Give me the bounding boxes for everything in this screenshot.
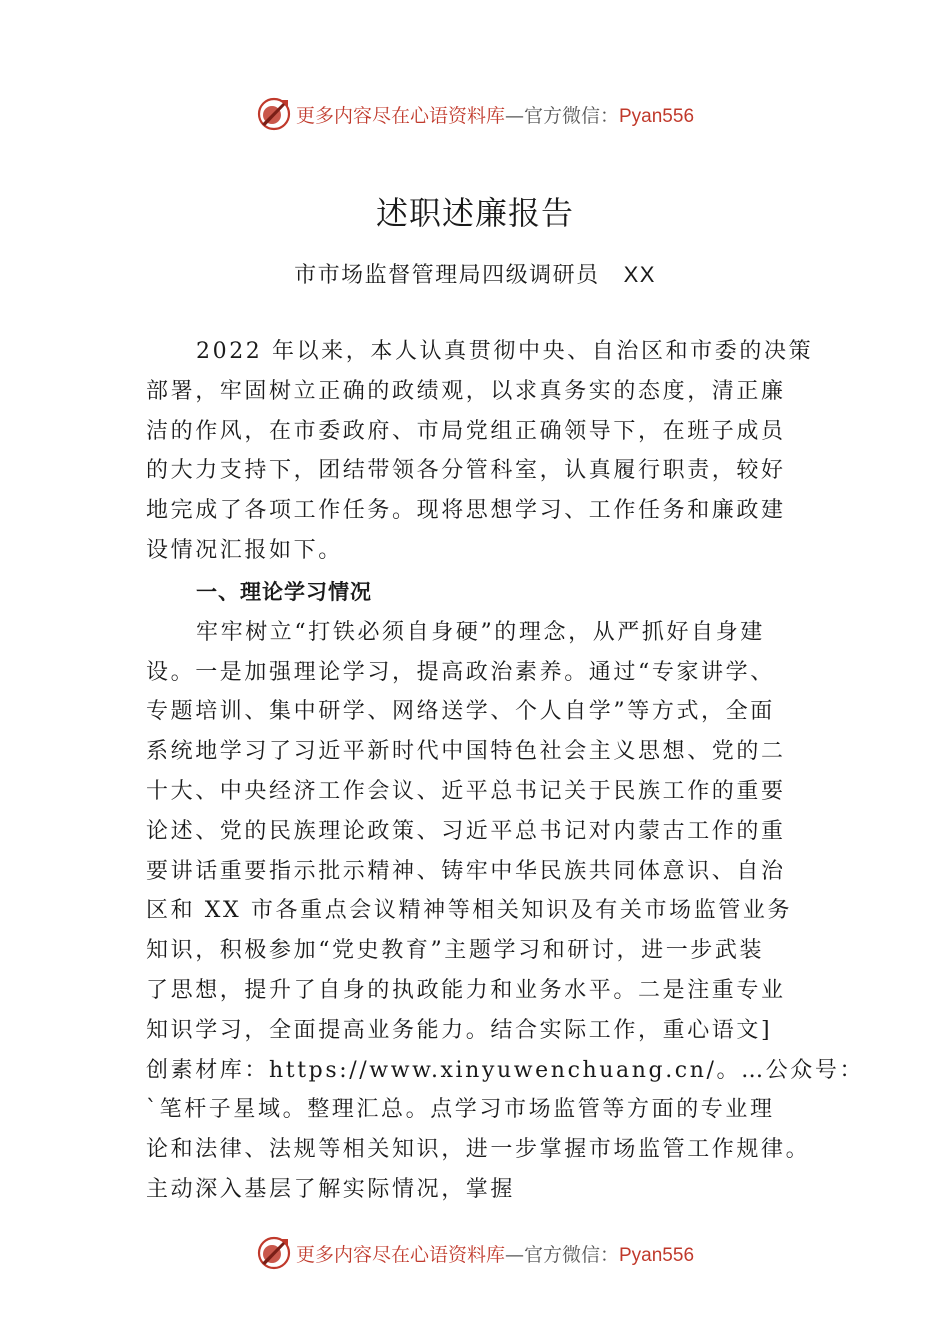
quill-logo-icon [256, 1235, 292, 1271]
section-heading-theory-study: 一、理论学习情况 [196, 579, 372, 604]
text-line: 知识，积极参加“党史教育”主题学习和研讨，进一步武装 [146, 938, 765, 964]
banner-main-text: 更多内容尽在心语资料库 [295, 1243, 505, 1266]
banner-dash: — [504, 1243, 524, 1266]
author-position: 市市场监督管理局四级调研员 [294, 263, 600, 288]
banner-text [296, 101, 694, 128]
banner-wechat-id: Pyan556 [619, 1244, 695, 1266]
text-line: 创素材库：https://www.xinyuwenchuang.cn/。…公众号： [146, 1057, 865, 1083]
text-line: 的大力支持下，团结带领各分管科室，认真履行职责，较好 [146, 458, 786, 484]
banner-official-label: 官方微信： [523, 1243, 619, 1266]
text-line: 牢牢树立“打铁必须自身硬”的理念，从严抓好自身建 [196, 619, 765, 645]
document-body [146, 332, 865, 1210]
text-line: 设情况汇报如下。 [146, 537, 343, 563]
text-line: 系统地学习了习近平新时代中国特色社会主义思想、党的二 [146, 739, 786, 765]
text-line: 部署，牢固树立正确的政绩观，以求真务实的态度，清正廉 [146, 378, 786, 404]
text-line: 论和法律、法规等相关知识，进一步掌握市场监管工作规律。 [146, 1137, 811, 1163]
banner-official-label: 官方微信： [523, 104, 619, 127]
quill-logo-icon [256, 96, 292, 132]
paragraph-theory-study [146, 613, 865, 1210]
author-name: XX [623, 262, 656, 287]
banner-wechat-id: Pyan556 [619, 105, 695, 127]
text-line: 专题培训、集中研学、网络送学、个人自学”等方式，全面 [146, 699, 775, 725]
text-line: 地完成了各项工作任务。现将思想学习、工作任务和廉政建 [146, 498, 786, 524]
header-watermark-banner [0, 94, 950, 134]
text-line: `笔杆子星域。整理汇总。点学习市场监管等方面的专业理 [146, 1097, 775, 1123]
banner-text [296, 1240, 694, 1267]
text-line: 十大、中央经济工作会议、近平总书记关于民族工作的重要 [146, 778, 786, 804]
text-line: 2022 年以来，本人认真贯彻中央、自治区和市委的决策 [196, 339, 814, 364]
banner-main-text: 更多内容尽在心语资料库 [295, 104, 505, 127]
text-line: 论述、党的民族理论政策、习近平总书记对内蒙古工作的重 [146, 818, 786, 844]
paragraph-intro [146, 332, 814, 571]
author-line [0, 258, 950, 289]
document-title: 述职述廉报告 [375, 194, 574, 232]
banner-dash: — [504, 104, 524, 127]
text-line: 洁的作风，在市委政府、市局党组正确领导下，在班子成员 [146, 418, 786, 444]
text-line: 设。一是加强理论学习，提高政治素养。通过“专家讲学、 [146, 659, 775, 685]
text-line: 区和 XX 市各重点会议精神等相关知识及有关市场监管业务 [146, 898, 793, 924]
text-line: 了思想，提升了自身的执政能力和业务水平。二是注重专业 [146, 977, 786, 1003]
text-line: 知识学习，全面提高业务能力。结合实际工作，重心语文] [146, 1017, 773, 1043]
text-line: 主动深入基层了解实际情况，掌握 [146, 1176, 516, 1202]
footer-watermark-banner [0, 1233, 950, 1273]
text-line: 要讲话重要指示批示精神、铸牢中华民族共同体意识、自治 [146, 858, 786, 884]
